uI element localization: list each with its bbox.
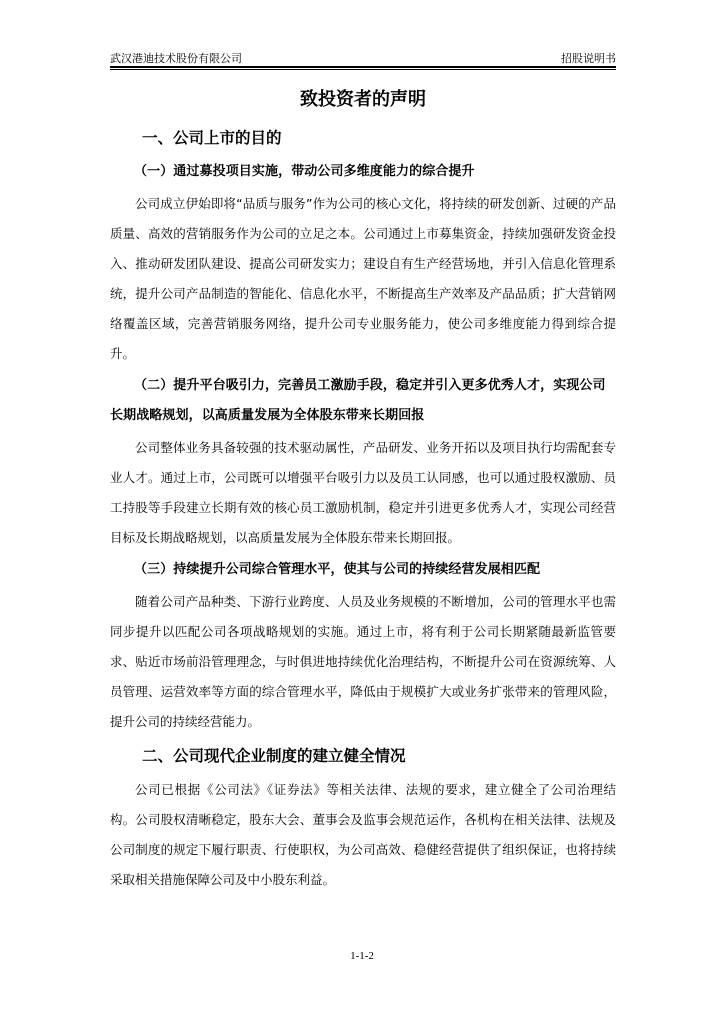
- document-body: [110, 83, 616, 897]
- header-rule-thin: [110, 69, 616, 70]
- paragraph: 公司成立伊始即将“品质与服务”作为公司的核心文化，将持续的研发创新、过硬的产品质量、高效的营销服务作为公司的立足之本。公司通过上市募集资金，持续加强研发资金投入、推动研发团队建设、提高公司研发实力；建设自有生产经营场地，并引入信息化管理系统，提升公司产品制造的智能化、信息化水平，不断提高生产效率及产品品质；扩大营销网络覆盖区域，完善营销服务网络，提升公司专业服务能力，使公司多维度能力得到综合提升。: [110, 196, 616, 361]
- header-company-name: 武汉港迪技术股份有限公司: [110, 52, 242, 65]
- page-header: [110, 52, 616, 67]
- subsection-heading-2: （二）提升平台吸引力，完善员工激励手段，稳定并引入更多优秀人才，实现公司长期战略规划，以高质量发展为全体股东带来长期回报: [110, 378, 606, 423]
- section-heading-governance: 二、公司现代企业制度的建立健全情况: [142, 747, 406, 765]
- document-title: 致投资者的声明: [300, 89, 426, 110]
- subsection-heading-1: （一）通过募投项目实施，带动公司多维度能力的综合提升: [134, 164, 475, 179]
- paragraph: 随着公司产品种类、下游行业跨度、人员及业务规模的不断增加，公司的管理水平也需同步提升以匹配公司各项战略规划的实施。通过上市，将有利于公司长期紧随最新监管要求、贴近市场前沿管理理念，与时俱进地持续优化治理结构，不断提升公司在资源统筹、人员管理、运营效率等方面的综合管理水平，降低由于规模扩大或业务扩张带来的管理风险，提升公司的持续经营能力。: [110, 594, 616, 729]
- header-rule: [110, 66, 616, 68]
- paragraph: 公司已根据《公司法》《证券法》等相关法律、法规的要求，建立健全了公司治理结构。公司股权清晰稳定，股东大会、董事会及监事会规范运作，各机构在相关法律、法规及公司制度的规定下履行职责、行使职权，为公司高效、稳健经营提供了组织保证，也将持续采取相关措施保障公司及中小股东利益。: [110, 782, 616, 887]
- section-heading-purpose: 一、公司上市的目的: [142, 129, 282, 147]
- header-document-type: 招股说明书: [561, 52, 616, 65]
- subsection-heading-3: （三）持续提升公司综合管理水平，使其与公司的持续经营发展相匹配: [134, 562, 541, 577]
- page-number: 1-1-2: [350, 950, 374, 962]
- paragraph: 公司整体业务具备较强的技术驱动属性，产品研发、业务开拓以及项目执行均需配套专业人才。通过上市，公司既可以增强平台吸引力以及员工认同感，也可以通过股权激励、员工持股等手段建立长期有效的核心员工激励机制，稳定并引进更多优秀人才，实现公司经营目标及长期战略规划，以高质量发展为全体股东带来长期回报。: [110, 440, 616, 545]
